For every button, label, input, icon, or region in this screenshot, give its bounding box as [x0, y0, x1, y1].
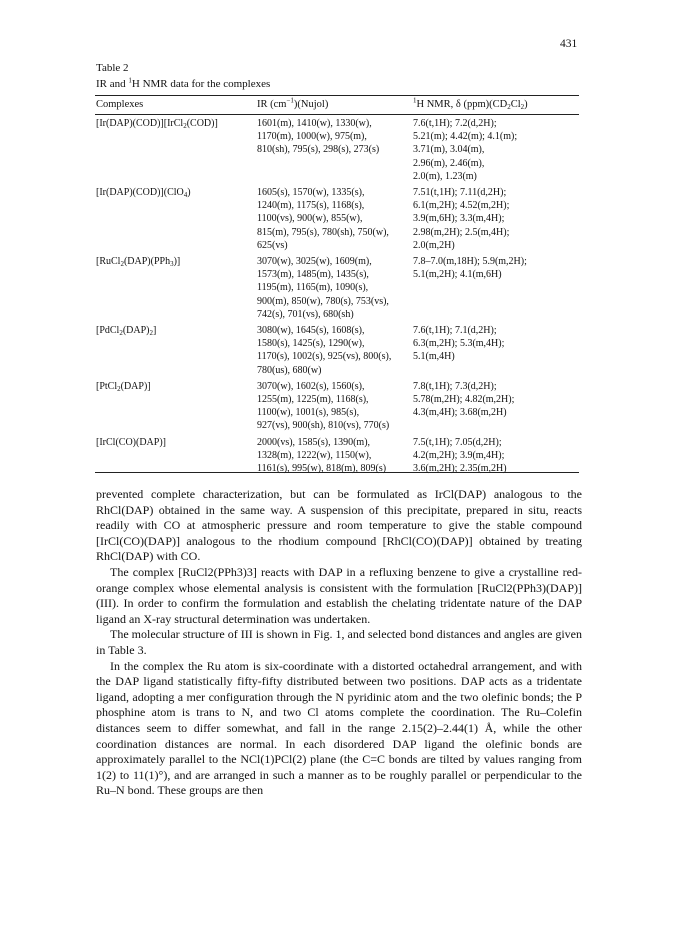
ir-cell — [257, 380, 409, 433]
nmr-cell — [413, 380, 583, 420]
nmr-cell — [413, 436, 583, 476]
nmr-line: 7.6(t,1H); 7.2(d,2H); — [413, 118, 497, 129]
nmr-line: 5.1(m,4H) — [413, 351, 455, 363]
complex-cell: [Ir(DAP)(COD)](ClO$_4$) — [96, 187, 191, 199]
ir-line: 810(sh), 795(s), 298(s), 273(s) — [257, 144, 380, 156]
table-body — [96, 117, 580, 478]
ir-cell — [257, 117, 409, 157]
nmr-line: 4.3(m,4H); 3.68(m,2H) — [413, 407, 507, 419]
nmr-line: 2.98(m,2H); 2.5(m,4H); — [413, 226, 510, 238]
complex-cell: $[PdCl_2(DAP)_2]$ — [96, 325, 157, 337]
nmr-line: 7.5(t,1H); 7.05(d,2H); — [413, 436, 502, 448]
nmr-line: 6.3(m,2H); 5.3(m,4H); — [413, 338, 505, 350]
header-nmr: $^1$H NMR, δ $(ppm)(CD_2Cl_2)$ — [413, 96, 528, 111]
nmr-cell — [413, 324, 583, 364]
ir-line: 1161(s), 995(w), 818(m), 809(s) — [257, 463, 387, 474]
table-row — [96, 380, 580, 436]
nmr-line: 7.8(t,1H); 7.3(d,2H); — [413, 380, 497, 392]
ir-line: 2000(vs), 1585(s), 1390(m), — [257, 436, 371, 448]
table-row — [96, 117, 580, 186]
ir-line: 742(s), 701(vs), 680(sh) — [257, 308, 354, 320]
ir-line: 1601(m), 1410(w), 1330(w), — [257, 118, 372, 129]
paragraph-4: In the complex the Ru atom is six-coordinate with a distorted octahedral arrangement, and with the DAP ligand statistically fifty-fifty distributed between two positions. DAP acts as a tridentate ligand, adopting a mer configuration through the N pyridinic atom and the two olefinic bonds; the P phosphine atom is trans to N, and two Cl atoms complete the coordination. The Ru–Colefin distances seem to differ somewhat, and fall in the range 2.15(2)–2.44(1) Å, while the other coordination distances are normal. In each disordered DAP ligand the olefinic bonds are approximately parallel to the NCl(1)PCl(2) plane (the C=C bonds are tilted by values ranging from 1(2) to 11(1)°), and are arranged in such a manner as to be roughly parallel or perpendicular to the Ru–N bond. These groups are then — [96, 658, 582, 798]
ir-line: 1328(m), 1222(w), 1150(w), — [257, 449, 372, 461]
nmr-cell — [413, 186, 583, 252]
paragraph-2: The complex [RuCl2(PPh3)3] reacts with DAP in a refluxing benzene to give a crystalline red-orange complex whose elemental analysis is consistent with the formulation [RuCl2(PPh3)(DAP)] (III). In order to confirm the formulation and establish the chelating tridentate nature of the DAP ligand an X-ray structural determination was undertaken. — [96, 564, 582, 626]
page-number: 431 — [560, 38, 578, 50]
complex-cell: [Ir(DAP)(COD)][IrCl$_2$(COD)] — [96, 118, 218, 130]
nmr-cell — [413, 255, 583, 281]
ir-line: 1100(vs), 900(w), 855(w), — [257, 213, 363, 225]
complex-cell: [PtCl$_2$(DAP)] — [96, 380, 151, 393]
ir-line: 900(m), 850(w), 780(s), 753(vs), — [257, 295, 389, 307]
ir-line: 780(us), 680(w) — [257, 364, 322, 376]
nmr-line: 5.21(m); 4.42(m); 4.1(m); — [413, 131, 518, 143]
ir-line: 1170(s), 1002(s), 925(vs), 800(s), — [257, 351, 392, 363]
table-row — [96, 324, 580, 380]
table-caption: IR and $^1$H NMR data for the complexes — [96, 76, 271, 90]
nmr-cell — [413, 117, 583, 183]
table-top-rule — [95, 95, 579, 96]
header-ir: IR $(cm^{-1})(Nujol)$ — [257, 96, 329, 110]
ir-line: 1195(m), 1165(m), 1090(s), — [257, 282, 369, 294]
ir-line: 1605(s), 1570(w), 1335(s), — [257, 187, 365, 198]
body-text — [96, 487, 582, 799]
ir-cell — [257, 186, 409, 252]
nmr-line: 2.0(m), 1.23(m) — [413, 170, 477, 182]
nmr-line: 2.96(m), 2.46(m), — [413, 157, 485, 169]
nmr-line: 7.6(t,1H); 7.1(d,2H); — [413, 325, 497, 336]
table-title: Table 2 — [96, 62, 129, 74]
ir-line: 1240(m), 1175(s), 1168(s), — [257, 200, 365, 212]
table-bottom-rule — [95, 472, 579, 473]
nmr-line: 5.1(m,2H); 4.1(m,6H) — [413, 269, 502, 281]
nmr-line: 7.51(t,1H); 7.11(d,2H); — [413, 187, 507, 198]
nmr-line: 4.2(m,2H); 3.9(m,4H); — [413, 449, 505, 461]
complex-cell: [IrCl(CO)(DAP)] — [96, 436, 166, 448]
ir-line: 3070(w), 1602(s), 1560(s), — [257, 380, 365, 392]
nmr-line: 3.6(m,2H); 2.35(m,2H) — [413, 463, 507, 474]
paragraph-3: The molecular structure of III is shown in Fig. 1, and selected bond distances and angles are given in Table 3. — [96, 627, 582, 657]
nmr-line: 2.0(m,2H) — [413, 239, 455, 251]
ir-line: 3080(w), 1645(s), 1608(s), — [257, 325, 365, 336]
nmr-line: 7.8–7.0(m,18H); 5.9(m,2H); — [413, 256, 527, 267]
ir-cell — [257, 436, 409, 476]
ir-line: 927(vs), 900(sh), 810(vs), 770(s) — [257, 420, 390, 432]
nmr-line: 3.9(m,6H); 3.3(m,4H); — [413, 213, 505, 225]
complex-cell: [RuCl$_2$(DAP)(PPh$_3$)] — [96, 256, 181, 268]
ir-cell — [257, 324, 409, 377]
table-row — [96, 186, 580, 255]
ir-line: 1100(w), 1001(s), 985(s), — [257, 407, 360, 419]
table-row — [96, 255, 580, 324]
nmr-line: 6.1(m,2H); 4.52(m,2H); — [413, 200, 510, 212]
ir-line: 1573(m), 1485(m), 1435(s), — [257, 269, 369, 281]
table-header-rule — [95, 114, 579, 115]
ir-line: 625(vs) — [257, 239, 288, 251]
ir-line: 1580(s), 1425(s), 1290(w), — [257, 338, 365, 350]
ir-line: 3070(w), 3025(w), 1609(m), — [257, 256, 372, 267]
ir-line: 1255(m), 1225(m), 1168(s), — [257, 394, 369, 405]
ir-line: 1170(m), 1000(w), 975(m), — [257, 131, 367, 143]
nmr-line: 5.78(m,2H); 4.82(m,2H); — [413, 394, 515, 405]
nmr-line: 3.71(m), 3.04(m), — [413, 144, 485, 156]
header-complexes: Complexes — [96, 99, 144, 110]
paragraph-1: prevented complete characterization, but can be formulated as IrCl(DAP) analogous to the RhCl(DAP) obtained in the same way. A suspension of this precipitate, prepared in situ, reacts readily with CO at atmospheric pressure and room temperature to give the stable compound [IrCl(CO)(DAP)] analogous to the rhodium compound [RhCl(CO)(DAP)] obtained by treating RhCl(DAP) with CO. — [96, 487, 582, 564]
ir-cell — [257, 255, 409, 321]
ir-line: 815(m), 795(s), 780(sh), 750(w), — [257, 226, 389, 238]
